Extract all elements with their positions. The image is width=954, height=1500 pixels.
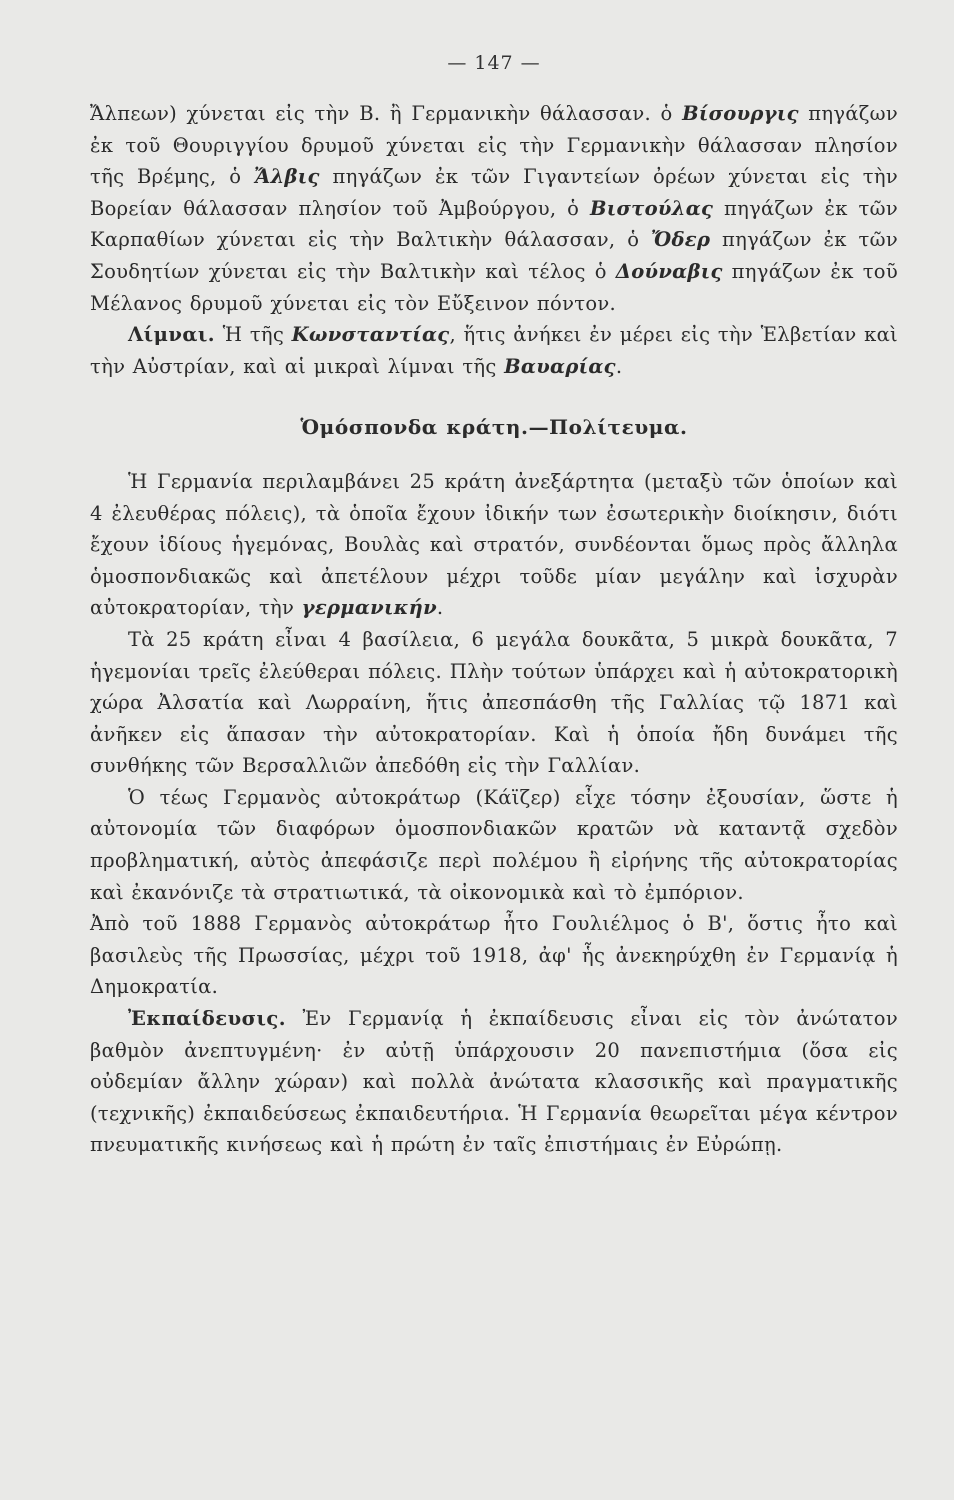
text-run: πηγάζων ἐκ τῶν Σουδητίων χύνεται εἰς τὴν Βαλτικὴν καὶ τέλος ὁ [90, 228, 898, 283]
river-name: Βιστούλας [589, 196, 714, 220]
river-name: Βίσουργις [682, 102, 799, 125]
lake-name: Κωνσταντίας [291, 323, 450, 347]
text-run: πηγάζων ἐκ τοῦ Μέλανος δρυμοῦ χύνεται εἰς τὸν Εὔξεινον πόντον. [90, 259, 898, 315]
emphasis-word: γερμανικήν [301, 596, 437, 620]
river-name: Ἄλβις [254, 165, 320, 189]
text-run: Ἐν Γερμανίᾳ ἡ ἐκπαίδευσις εἶναι εἰς τὸν ἀνώτατον βαθμὸν ἀνεπτυγμένη· ἐν αὐτῇ ὑπάρχουσιν 20 πανεπιστήμια (ὅσα εἰς οὐδεμίαν ἄλλην χώραν) καὶ πολλὰ ἀνώτατα κλασσικῆς καὶ πραγματικῆς (τεχνικῆς) ἐκπαιδεύσεως ἐκπαιδευτήρια. Ἡ Γερμανία θεωρεῖται μέγα κέντρον πνευματικῆς κινήσεως καὶ ἡ πρώτη ἐν ταῖς ἐπιστήμαις ἐν Εὐρώπῃ. [90, 1007, 898, 1157]
government-paragraph-4: Ἀπὸ τοῦ 1888 Γερμανὸς αὐτοκράτωρ ἦτο Γουλιέλμος ὁ Β', ὅστις ἦτο καὶ βασιλεὺς τῆς Πρωσσίας, μέχρι τοῦ 1918, ἀφ' ἧς ἀνεκηρύχθη ἐν Γερμανίᾳ ἡ Δημοκρατία. [90, 912, 898, 999]
rivers-paragraph [90, 98, 898, 319]
text-run: , ἥτις ἀνήκει ἐν μέρει εἰς τὴν Ἑλβετίαν καὶ τὴν Αὐστρίαν, καὶ αἱ μικραὶ λίμναι τῆς [90, 323, 899, 378]
government-paragraph-3: Ὁ τέως Γερμανὸς αὐτοκράτωρ (Κάϊζερ) εἶχε τόσην ἐξουσίαν, ὥστε ἡ αὐτονομία τῶν διαφόρων ὁμοσπονδιακῶν κρατῶν νὰ καταντᾷ σχεδὸν προβληματική, αὐτὸς ἀπεφάσιζε περὶ πολέμου ἢ εἰρήνης τῆς αὐτοκρατορίας καὶ ἐκανόνιζε τὰ στρατιωτικά, τὰ οἰκονομικὰ καὶ τὸ ἐμπόριον. [90, 785, 898, 904]
text-run: πηγάζων ἐκ τοῦ Θουριγγίου δρυμοῦ χύνεται εἰς τὴν Γερμανικὴν θάλασσαν πλησίον τῆς Βρέμης, ὁ [90, 102, 899, 189]
river-name: Ὄδερ [651, 228, 711, 252]
run-in-heading: Λίμναι. [128, 323, 216, 347]
text-run: Ἡ Γερμανία περιλαμβάνει 25 κράτη ἀνεξάρτητα (μεταξὺ τῶν ὁποίων καὶ 4 ἐλευθέρας πόλεις), τὰ ὁποῖα ἔχουν ἰδικήν των ἐσωτερικὴν διοίκησιν, διότι ἔχουν ἰδίους ἡγεμόνας, Βουλὰς καὶ στρατόν, συνδέονται ὅμως πρὸς ἄλληλα ὁμοσπονδιακῶς καὶ ἀπετέλουν μέχρι τοῦδε μίαν μεγάλην καὶ ἰσχυρὰν αὐτοκρατορίαν, τὴν [90, 469, 898, 620]
lake-name: Βαυαρίας [504, 354, 616, 378]
text-run: . [436, 596, 444, 620]
text-run: πηγάζων ἐκ τῶν Γιγαντείων ὀρέων χύνεται εἰς τὴν Βορείαν θάλασσαν πλησίον τοῦ Ἀμβούργου, ὁ [90, 165, 898, 220]
page-number: — 147 — [447, 52, 541, 74]
river-name: Δούναβις [615, 259, 723, 283]
text-run: . [615, 354, 623, 378]
run-in-heading: Ἐκπαίδευσις. [128, 1007, 287, 1031]
lakes-paragraph [90, 319, 898, 382]
text-run: Ἡ τῆς [215, 323, 292, 347]
text-run: Ἄλπεων) χύνεται εἰς τὴν Β. ἢ Γερμανικὴν θάλασσαν. ὁ [90, 102, 683, 125]
government-paragraph-2: Τὰ 25 κράτη εἶναι 4 βασίλεια, 6 μεγάλα δουκᾶτα, 5 μικρὰ δουκᾶτα, 7 ἡγεμονίαι τρεῖς ἐλεύθεραι πόλεις. Πλὴν τούτων ὑπάρχει καὶ ἡ αὐτοκρατορικὴ χώρα Ἀλσατία καὶ Λωρραίνη, ἥτις ἀπεσπάσθη τῆς Γαλλίας τῷ 1871 καὶ ἀνῆκεν εἰς ἅπασαν τὴν αὐτοκρατορίαν. Καὶ ἡ ὁποία ἤδη δυνάμει τῆς συνθήκης τῶν Βερσαλλιῶν ἀπεδόθη εἰς τὴν Γαλλίαν. [90, 627, 898, 778]
page-text [90, 98, 898, 1161]
section-heading: Ὁμόσπονδα κράτη.—Πολίτευμα. [300, 415, 688, 440]
text-run: πηγάζων ἐκ τῶν Καρπαθίων χύνεται εἰς τὴν Βαλτικὴν θάλασσαν, ὁ [90, 196, 898, 252]
education-paragraph [90, 1003, 898, 1161]
government-paragraph-1 [90, 466, 898, 624]
